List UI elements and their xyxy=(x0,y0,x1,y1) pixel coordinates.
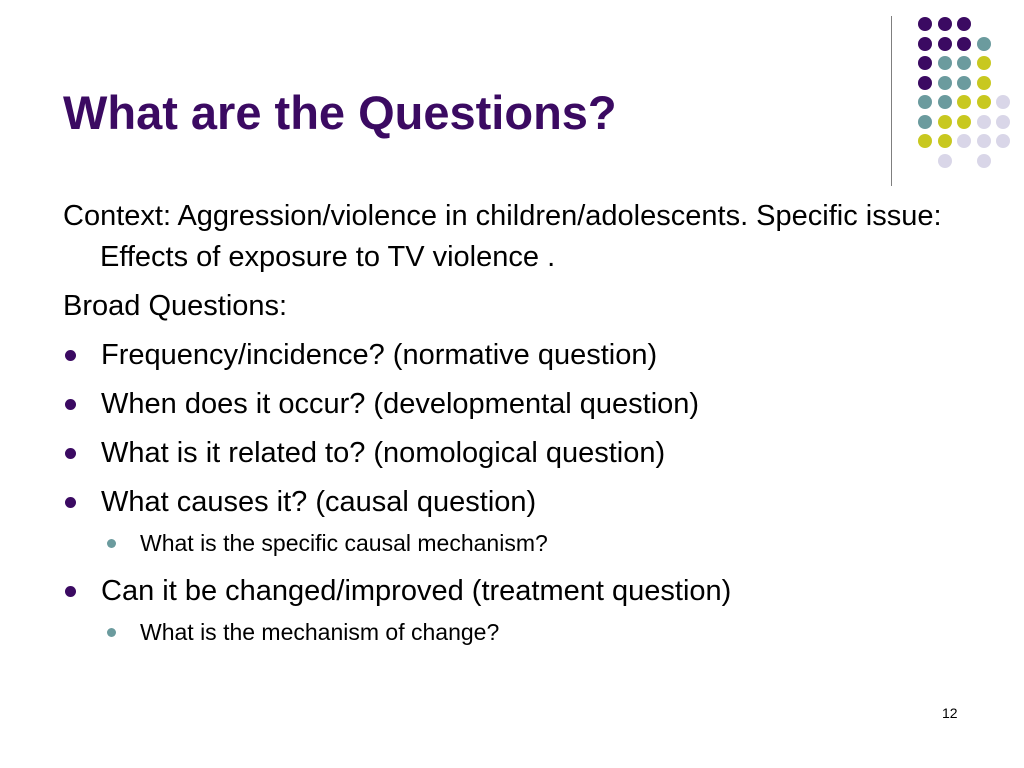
decorative-dot xyxy=(957,37,971,51)
decorative-dot xyxy=(977,154,991,168)
decorative-dot xyxy=(918,95,932,109)
bullet-item xyxy=(63,384,983,425)
decorative-dot xyxy=(918,56,932,70)
decorative-dot xyxy=(938,56,952,70)
decorative-dot xyxy=(938,37,952,51)
slide-title: What are the Questions? xyxy=(63,86,617,139)
decorative-dot xyxy=(977,95,991,109)
decorative-dot xyxy=(957,56,971,70)
sub-bullet-item xyxy=(63,616,983,648)
decorative-dot xyxy=(996,134,1010,148)
sub-bullet-item xyxy=(63,527,983,559)
bullet-dot-icon xyxy=(65,497,76,508)
slide-body xyxy=(63,196,983,660)
decorative-dot xyxy=(957,95,971,109)
decorative-dot xyxy=(938,154,952,168)
decorative-dot xyxy=(977,56,991,70)
page-number: 12 xyxy=(942,705,958,721)
bullet-item xyxy=(63,335,983,376)
broad-questions-label: Broad Questions: xyxy=(63,290,288,322)
sub-bullet-dot-icon xyxy=(107,539,116,548)
bullet-text: What causes it? (causal question) xyxy=(101,486,537,518)
decorative-dot xyxy=(957,115,971,129)
decorative-dot xyxy=(938,76,952,90)
bullet-item xyxy=(63,571,983,612)
bullet-item xyxy=(63,433,983,474)
decorative-dot xyxy=(938,95,952,109)
decorative-dot xyxy=(957,76,971,90)
decorative-dot xyxy=(918,134,932,148)
bullet-dot-icon xyxy=(65,448,76,459)
bullet-text: Frequency/incidence? (normative question) xyxy=(101,339,658,371)
decorative-dot xyxy=(918,17,932,31)
bullet-dot-icon xyxy=(65,586,76,597)
decorative-dot xyxy=(938,17,952,31)
decorative-dot xyxy=(918,37,932,51)
decorative-dot xyxy=(957,134,971,148)
decorative-dot xyxy=(938,115,952,129)
bullet-dot-icon xyxy=(65,399,76,410)
bullet-text: When does it occur? (developmental question) xyxy=(101,388,700,420)
sub-bullet-dot-icon xyxy=(107,628,116,637)
decorative-dot xyxy=(977,37,991,51)
decorative-dot xyxy=(918,115,932,129)
bullet-dot-icon xyxy=(65,350,76,361)
decorative-dot xyxy=(977,134,991,148)
decorative-dot xyxy=(996,115,1010,129)
bullet-item xyxy=(63,482,983,523)
vertical-divider xyxy=(891,16,892,186)
decorative-dot xyxy=(918,76,932,90)
decorative-dot xyxy=(957,17,971,31)
bullet-text: What is it related to? (nomological question) xyxy=(101,437,666,469)
sub-bullet-text: What is the specific causal mechanism? xyxy=(140,530,548,556)
sub-bullet-text: What is the mechanism of change? xyxy=(140,619,500,645)
decorative-dot xyxy=(977,115,991,129)
bullet-text: Can it be changed/improved (treatment question) xyxy=(101,575,732,607)
context-paragraph: Context: Aggression/violence in children/adolescents. Specific issue: Effects of exposure to TV violence . xyxy=(63,200,942,273)
decorative-dot xyxy=(977,76,991,90)
decorative-dot xyxy=(996,95,1010,109)
decorative-dot xyxy=(938,134,952,148)
